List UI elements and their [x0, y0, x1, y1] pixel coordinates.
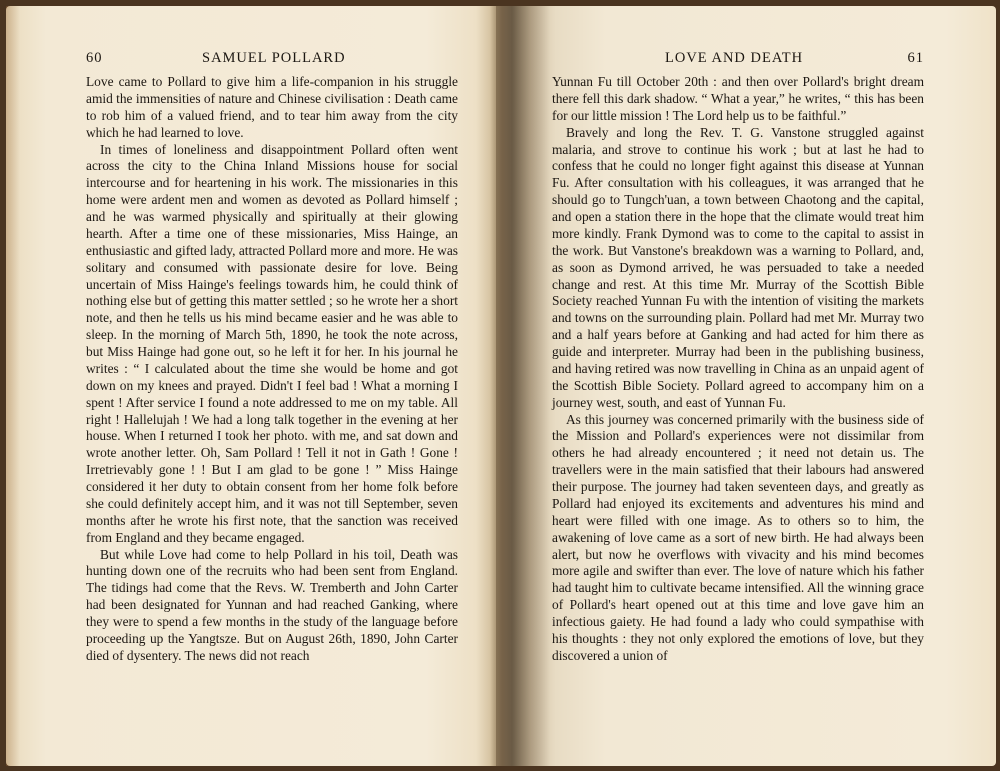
right-page-header [552, 50, 924, 70]
paragraph: But while Love had come to help Pollard in his toil, Death was hunting down one of the recruits who had been sent from England. The tidings had come that the Revs. W. Tremberth and John Carter had been designated for Yunnan and had reached Ganking, where they were to spend a few months in the study of the language before proceeding up the Yangtsze. But on August 26th, 1890, John Carter died of dysentery. The news did not reach [86, 546, 458, 663]
running-head: SAMUEL POLLARD [202, 50, 346, 66]
paragraph: In times of loneliness and disappointment Pollard often went across the city to the China Inland Missions house for social intercourse and for heartening in his work. The missionaries in this home were ardent men and women as devoted as Pollard himself ; and he was warmed physically and spiritually at their glowing hearth. After a time one of these missionaries, Miss Hainge, an enthusiastic and gifted lady, attracted Pollard more and more. He was solitary and consumed with passionate desire for love. Being uncertain of Miss Hainge's feelings towards him, he could think of nothing else but of getting this matter settled ; so he wrote her a short note, and then he tells us his mind became easier and he was able to sleep. In the morning of March 5th, 1890, he took the note across, but Miss Hainge had gone out, so he left it for her. In his journal he writes : “ I calculated about the time she would be home and got down on my knees and prayed. Didn't I feel bad ! What a morning I spent ! After service I found a note addressed to me on my table. All right ! Hallelujah ! We had a long talk together in the evening at her house. When I returned I took her photo. with me, and sat down and wrote another letter. Oh, Sam Pollard ! Tell it not in Gath ! Gone ! Irretrievably gone ! ! But I am glad to be gone ! ” Miss Hainge considered it her duty to obtain consent from her home folk before she could definitely accept him, and it was not till September, seven months after he wrote his first note, that the sanction was received from England and they became engaged. [86, 141, 458, 545]
paragraph: Yunnan Fu till October 20th : and then over Pollard's bright dream there fell this dark shadow. “ What a year,” he writes, “ this has been for our little mission ! The Lord help us to be faithful.” [552, 74, 924, 123]
left-page-header [86, 50, 462, 70]
right-page-text [552, 74, 924, 665]
page-number: 61 [907, 50, 924, 66]
left-page-text [86, 74, 458, 665]
paragraph: As this journey was concerned primarily with the business side of the Mission and Pollard's experiences were not dissimilar from others he had already encountered ; it need not detain us. The travellers were in the main satisfied that their labours had answered their purpose. The journey had taken seventeen days, and greatly as Pollard had enjoyed its excitements and adventures his mind and heart were filled with one image. As to others so to him, the awakening of love came as a sort of new birth. He had always been alert, but now he overflows with vivacity and his mind becomes more agile and swifter than ever. The love of nature which his father had taught him to cultivate became intensified. All the winning grace of Pollard's heart opened out at this time and love gave him an infectious gaiety. He had found a lady who could sympathise with his thoughts : they not only explored the emotions of love, but they discovered a union of [552, 411, 924, 663]
paragraph: Bravely and long the Rev. T. G. Vanstone struggled against malaria, and strove to continue his work ; but at last he had to confess that he could no longer fight against this disease at Yunnan Fu. After consultation with his colleagues, it was arranged that he should go to Tungch'uan, a town between Chaotong and the capital, and open a station there in the hope that the climate would treat him more kindly. Frank Dymond was to come to the capital to assist in the work. But Vanstone's breakdown was a warning to Pollard, and, as soon as Dymond arrived, he was persuaded to take a needed change and rest. At this time Mr. Murray of the Scottish Bible Society reached Yunnan Fu with the intention of visiting the markets and towns on the surrounding plain. Pollard had met Mr. Murray two and a half years before at Ganking and had acted for him there as guide and interpreter. Murray had been in the publishing business, and having retired was now travelling in China as an unpaid agent of the Scottish Bible Society. Pollard agreed to accompany him on a journey west, south, and east of Yunnan Fu. [552, 124, 924, 410]
page-edge-stain [6, 6, 20, 766]
page-number: 60 [86, 50, 103, 66]
paragraph: Love came to Pollard to give him a life-companion in his struggle amid the immensities of nature and Chinese civilisation : Death came to rob him of a valued friend, and to tear him away from the city which he had learned to love. [86, 74, 458, 140]
running-head: LOVE AND DEATH [665, 50, 804, 66]
